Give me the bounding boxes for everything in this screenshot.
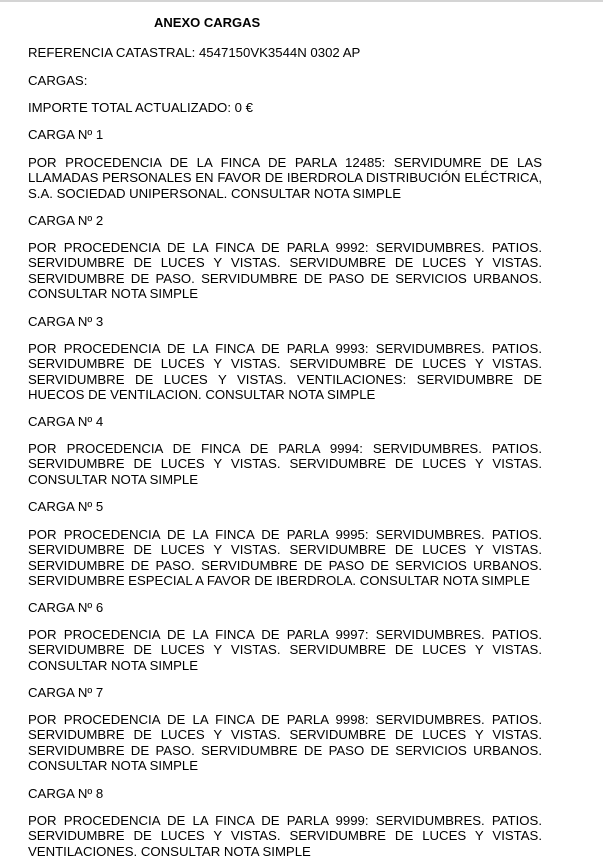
carga-heading: CARGA Nº 7 (28, 685, 104, 700)
cargas-label: CARGAS: (28, 73, 88, 88)
carga-text: POR PROCEDENCIA DE FINCA DE PARLA 9994: SERVIDUMBRES. PATIOS. SERVIDUMBRE DE LUCES Y VISTAS. SERVIDUMBRE DE LUCES Y VISTAS. CONSULTAR NOTA SIMPLE (28, 441, 542, 487)
carga-heading: CARGA Nº 2 (28, 213, 104, 228)
carga-text: POR PROCEDENCIA DE LA FINCA DE PARLA 9997: SERVIDUMBRES. PATIOS. SERVIDUMBRE DE LUCES Y VISTAS. SERVIDUMBRE DE LUCES Y VISTAS. CONSULTAR NOTA SIMPLE (28, 627, 542, 673)
carga-text: POR PROCEDENCIA DE LA FINCA DE PARLA 12485: SERVIDUMRE DE LAS LLAMADAS PERSONALES EN FAVOR DE IBERDROLA DISTRIBUCIÓN ELÉCTRICA, S.A. SOCIEDAD UNIPERSONAL. CONSULTAR NOTA SIMPLE (28, 155, 542, 201)
referencia-catastral: REFERENCIA CATASTRAL: 4547150VK3544N 0302 AP (28, 45, 361, 60)
carga-heading: CARGA Nº 3 (28, 314, 104, 329)
carga-text: POR PROCEDENCIA DE LA FINCA DE PARLA 9992: SERVIDUMBRES. PATIOS. SERVIDUMBRE DE LUCES Y VISTAS. SERVIDUMBRE DE LUCES Y VISTAS. SERVIDUMBRE DE PASO. SERVIDUMBRE DE PASO DE SERVICIOS URBANOS. CONSULTAR NOTA SIMPLE (28, 240, 542, 302)
importe-total: IMPORTE TOTAL ACTUALIZADO: 0 € (28, 100, 253, 115)
carga-heading: CARGA Nº 5 (28, 499, 104, 514)
page-top-border (0, 0, 603, 2)
carga-heading: CARGA Nº 1 (28, 127, 104, 142)
carga-text: POR PROCEDENCIA DE LA FINCA DE PARLA 9998: SERVIDUMBRES. PATIOS. SERVIDUMBRE DE LUCES Y VISTAS. SERVIDUMBRE DE LUCES Y VISTAS. SERVIDUMBRE DE PASO. SERVIDUMBRE DE PASO DE SERVICIOS URBANOS. CONSULTAR NOTA SIMPLE (28, 712, 542, 774)
carga-text: POR PROCEDENCIA DE LA FINCA DE PARLA 9993: SERVIDUMBRES. PATIOS. SERVIDUMBRE DE LUCES Y VISTAS. SERVIDUMBRE DE LUCES Y VISTAS. SERVIDUMBRE DE LUCES Y VISTAS. VENTILACIONES: SERVIDUMBRE DE HUECOS DE VENTILACION. CONSULTAR NOTA SIMPLE (28, 341, 542, 403)
carga-text: POR PROCEDENCIA DE LA FINCA DE PARLA 9999: SERVIDUMBRES. PATIOS. SERVIDUMBRE DE LUCES Y VISTAS. SERVIDUMBRE DE LUCES Y VISTAS. VENTILACIONES. CONSULTAR NOTA SIMPLE (28, 813, 542, 859)
carga-heading: CARGA Nº 4 (28, 414, 104, 429)
carga-text: POR PROCEDENCIA DE LA FINCA DE PARLA 9995: SERVIDUMBRES. PATIOS. SERVIDUMBRE DE LUCES Y VISTAS. SERVIDUMBRE DE LUCES Y VISTAS. SERVIDUMBRE DE PASO. SERVIDUMBRE DE PASO DE SERVICIOS URBANOS. SERVIDUMBRE ESPECIAL A FAVOR DE IBERDROLA. CONSULTAR NOTA SIMPLE (28, 527, 542, 589)
carga-heading: CARGA Nº 6 (28, 600, 104, 615)
document-title: ANEXO CARGAS (154, 15, 261, 30)
carga-heading: CARGA Nº 8 (28, 786, 104, 801)
